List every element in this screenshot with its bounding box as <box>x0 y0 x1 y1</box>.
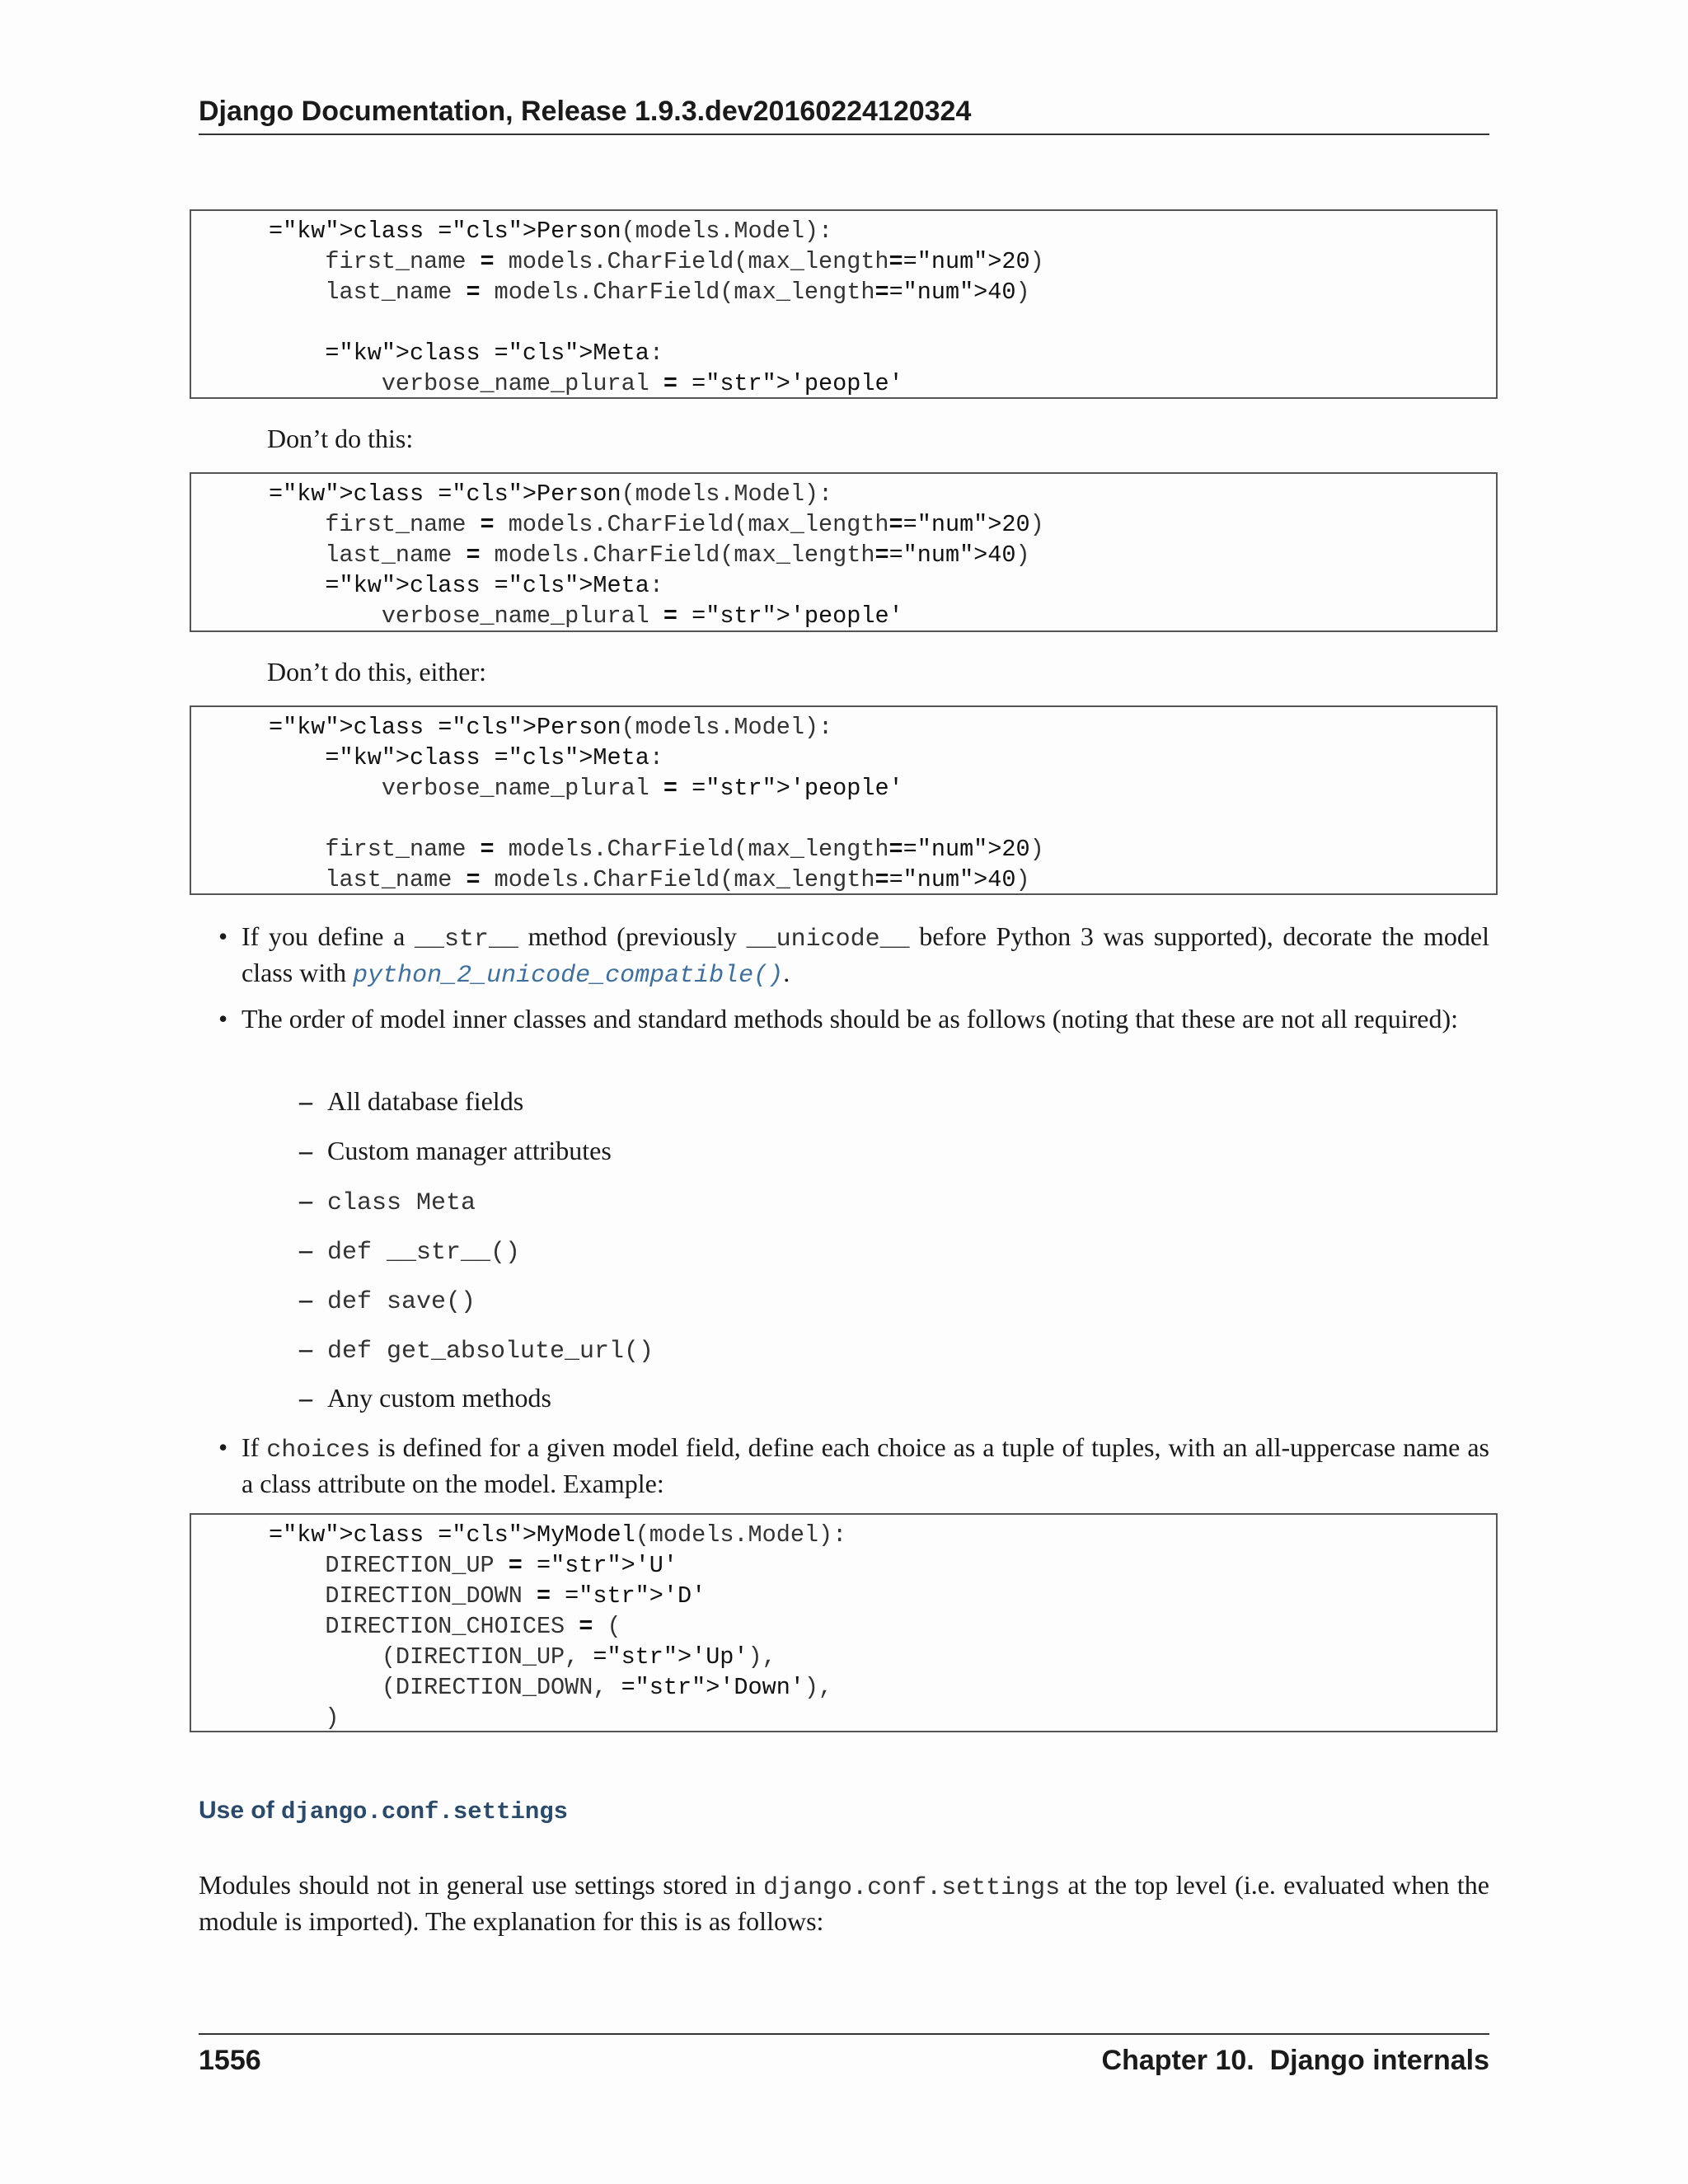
code-block-mymodel-choices <box>190 1513 1498 1732</box>
dash-marker: – <box>299 1284 312 1314</box>
bullet-str-method <box>218 920 1490 992</box>
footer-rule <box>199 2033 1489 2035</box>
bullet-marker: • <box>218 1432 228 1462</box>
order-item <box>299 1332 654 1368</box>
code-line: ="kw">class ="cls">Meta: <box>325 572 663 599</box>
code-line: ="kw">class ="cls">Person(models.Model): <box>269 218 833 245</box>
code-line: ="kw">class ="cls">Meta: <box>325 744 663 771</box>
bullet-text: before Python 3 was supported), decorate the model class with <box>241 921 1490 987</box>
code-listing <box>191 707 1496 895</box>
dash-marker: – <box>299 1136 312 1165</box>
code-line: last_name = models.CharField(max_length=="num">40) <box>269 541 1030 569</box>
paragraph-text: Modules should not in general use settings stored in <box>199 1870 764 1900</box>
code-line: verbose_name_plural = ="str">'people' <box>269 775 903 802</box>
dash-marker: – <box>299 1235 312 1264</box>
code-line: ="kw">class ="cls">Person(models.Model): <box>269 714 833 741</box>
dont-either-paragraph: Don’t do this, either: <box>267 657 487 687</box>
python-2-unicode-compatible-link[interactable]: python_2_unicode_compatible() <box>353 962 784 990</box>
code-block-person-no-blank-line <box>190 472 1498 632</box>
order-item-text: def get_absolute_url() <box>327 1338 654 1366</box>
code-line: verbose_name_plural = ="str">'people' <box>269 602 903 630</box>
code-line: first_name = models.CharField(max_length=="num">20) <box>269 511 1044 538</box>
order-item-text: def save() <box>327 1288 476 1316</box>
bullet-text: If <box>241 1432 267 1462</box>
code-line: (DIRECTION_UP, ="str">'Up'), <box>269 1643 776 1671</box>
bullet-order <box>218 1002 1489 1035</box>
dash-marker: – <box>299 1086 312 1116</box>
code-block-person-meta-first <box>190 705 1498 895</box>
section-heading-text: Use of <box>199 1797 282 1824</box>
code-listing <box>191 1515 1496 1733</box>
inline-code: django.conf.settings <box>763 1874 1061 1902</box>
order-item <box>299 1282 476 1319</box>
code-listing <box>191 211 1496 399</box>
section-heading-code: django.conf.settings <box>281 1798 569 1825</box>
code-line: last_name = models.CharField(max_length=="num">40) <box>269 866 1030 893</box>
settings-paragraph <box>199 1868 1489 1938</box>
page-header: Django Documentation, Release 1.9.3.dev20160224120324 <box>199 89 1489 135</box>
order-item-text: All database fields <box>327 1086 524 1116</box>
code-line: verbose_name_plural = ="str">'people' <box>269 370 903 397</box>
bullet-text: . <box>783 958 790 987</box>
dash-marker: – <box>299 1383 312 1413</box>
code-line: DIRECTION_UP = ="str">'U' <box>269 1552 678 1579</box>
order-item <box>299 1134 612 1167</box>
section-heading <box>199 1790 568 1833</box>
bullet-marker: • <box>218 1004 228 1033</box>
code-line: last_name = models.CharField(max_length=="num">40) <box>269 279 1030 306</box>
bullet-marker: • <box>218 921 228 951</box>
order-item-text: Custom manager attributes <box>327 1136 612 1165</box>
code-line: ) <box>269 1704 340 1732</box>
order-item <box>299 1085 524 1118</box>
code-line: ="kw">class ="cls">Person(models.Model): <box>269 480 833 508</box>
code-listing <box>191 474 1496 631</box>
order-item <box>299 1183 476 1220</box>
code-block-person-correct <box>190 209 1498 399</box>
order-item-text: Any custom methods <box>327 1383 551 1413</box>
code-line: ="kw">class ="cls">Meta: <box>325 340 663 367</box>
bullet-text: is defined for a given model field, define each choice as a tuple of tuples, with an all-uppercase name as a class attribute on the model. Example: <box>241 1432 1490 1498</box>
code-line: first_name = models.CharField(max_length=="num">20) <box>269 248 1044 275</box>
code-line: (DIRECTION_DOWN, ="str">'Down'), <box>269 1674 833 1701</box>
code-line: ="kw">class ="cls">MyModel(models.Model): <box>269 1521 847 1549</box>
page-number: 1556 <box>199 2045 261 2076</box>
code-line: DIRECTION_DOWN = ="str">'D' <box>269 1582 706 1610</box>
order-item-text: def __str__() <box>327 1239 521 1267</box>
code-line: DIRECTION_CHOICES = ( <box>269 1613 621 1640</box>
dash-marker: – <box>299 1185 312 1215</box>
code-line: first_name = models.CharField(max_length=="num">20) <box>269 836 1044 863</box>
dont-paragraph: Don’t do this: <box>267 424 414 453</box>
inline-code: choices <box>266 1436 371 1465</box>
inline-code: __unicode__ <box>746 926 910 954</box>
order-item <box>299 1381 551 1414</box>
order-item <box>299 1233 521 1269</box>
bullet-text: The order of model inner classes and standard methods should be as follows (noting that these are not all required): <box>241 1004 1459 1033</box>
bullet-text: method (previously <box>518 921 747 951</box>
inline-code: __str__ <box>414 926 518 954</box>
paragraph-text: at the top level (i.e. evaluated when the module is imported). The explanation for this is as follows: <box>199 1870 1489 1936</box>
bullet-text: If you define a <box>241 921 415 951</box>
bullet-choices <box>218 1431 1490 1500</box>
chapter-title: Chapter 10. Django internals <box>1101 2045 1489 2076</box>
order-item-text: class Meta <box>327 1189 476 1217</box>
dash-marker: – <box>299 1333 312 1363</box>
